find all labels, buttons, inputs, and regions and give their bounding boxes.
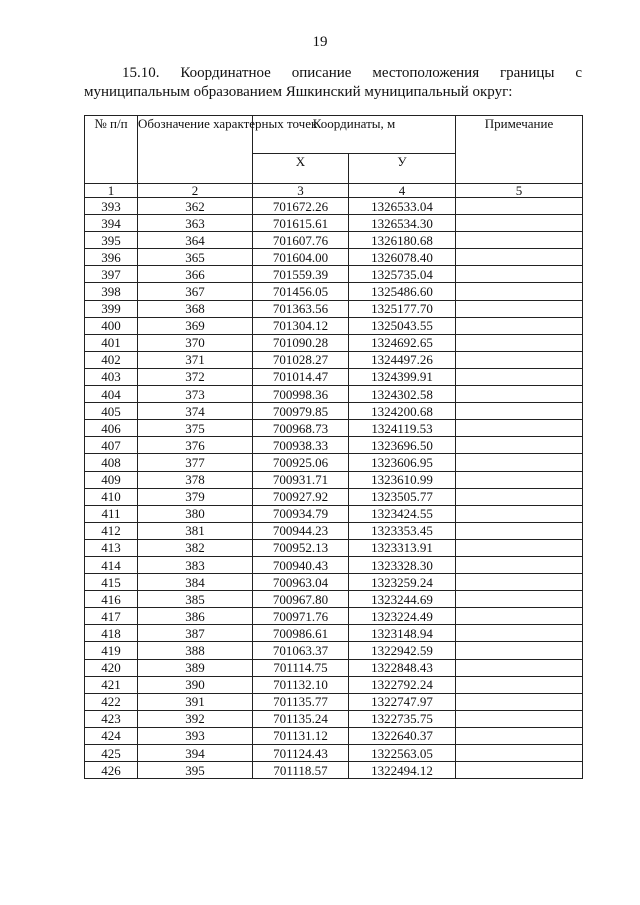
cell-y: 1323259.24 — [349, 574, 456, 591]
cell-num: 398 — [85, 283, 138, 300]
cell-x: 700938.33 — [253, 437, 349, 454]
cell-num: 410 — [85, 488, 138, 505]
cell-note — [456, 642, 583, 659]
cell-num: 393 — [85, 198, 138, 215]
table-row — [85, 351, 583, 368]
cell-x: 700979.85 — [253, 403, 349, 420]
cell-note — [456, 334, 583, 351]
header-x: Х — [253, 154, 349, 184]
cell-x: 701604.00 — [253, 249, 349, 266]
cell-note — [456, 232, 583, 249]
table-row — [85, 608, 583, 625]
cell-num: 421 — [85, 676, 138, 693]
cell-num: 400 — [85, 317, 138, 334]
cell-x: 700940.43 — [253, 556, 349, 573]
cell-x: 700944.23 — [253, 522, 349, 539]
cell-num: 425 — [85, 745, 138, 762]
cell-y: 1322747.97 — [349, 693, 456, 710]
cell-note — [456, 198, 583, 215]
cell-num: 396 — [85, 249, 138, 266]
cell-y: 1324302.58 — [349, 386, 456, 403]
cell-x: 701456.05 — [253, 283, 349, 300]
cell-num: 401 — [85, 334, 138, 351]
cell-designation: 393 — [138, 727, 253, 744]
table-row — [85, 659, 583, 676]
cell-note — [456, 745, 583, 762]
table-row — [85, 300, 583, 317]
cell-note — [456, 437, 583, 454]
cell-num: 407 — [85, 437, 138, 454]
cell-num: 406 — [85, 420, 138, 437]
table-row — [85, 539, 583, 556]
cell-y: 1324497.26 — [349, 351, 456, 368]
cell-designation: 381 — [138, 522, 253, 539]
cell-x: 701090.28 — [253, 334, 349, 351]
cell-num: 395 — [85, 232, 138, 249]
header-designation: Обозначение характерных точек — [138, 116, 253, 184]
cell-designation: 389 — [138, 659, 253, 676]
header-y: У — [349, 154, 456, 184]
cell-y: 1326078.40 — [349, 249, 456, 266]
cell-x: 701559.39 — [253, 266, 349, 283]
cell-x: 700968.73 — [253, 420, 349, 437]
cell-x: 701615.61 — [253, 215, 349, 232]
cell-note — [456, 505, 583, 522]
table-row — [85, 505, 583, 522]
cell-x: 701135.77 — [253, 693, 349, 710]
cell-designation: 378 — [138, 471, 253, 488]
cell-note — [456, 762, 583, 779]
cell-note — [456, 351, 583, 368]
cell-x: 701607.76 — [253, 232, 349, 249]
cell-x: 700925.06 — [253, 454, 349, 471]
cell-y: 1323224.49 — [349, 608, 456, 625]
cell-note — [456, 266, 583, 283]
cell-note — [456, 471, 583, 488]
cell-designation: 390 — [138, 676, 253, 693]
cell-y: 1325486.60 — [349, 283, 456, 300]
cell-note — [456, 556, 583, 573]
section-heading — [84, 64, 582, 102]
cell-num: 397 — [85, 266, 138, 283]
table-row — [85, 317, 583, 334]
cell-x: 700971.76 — [253, 608, 349, 625]
cell-note — [456, 386, 583, 403]
cell-designation: 380 — [138, 505, 253, 522]
cell-y: 1323353.45 — [349, 522, 456, 539]
cell-note — [456, 368, 583, 385]
cell-x: 701014.47 — [253, 368, 349, 385]
table-row — [85, 471, 583, 488]
table-row — [85, 420, 583, 437]
table-row — [85, 386, 583, 403]
cell-num: 403 — [85, 368, 138, 385]
cell-y: 1323696.50 — [349, 437, 456, 454]
table-row — [85, 249, 583, 266]
table-row — [85, 215, 583, 232]
table-body — [85, 198, 583, 779]
cell-note — [456, 574, 583, 591]
cell-designation: 377 — [138, 454, 253, 471]
cell-note — [456, 522, 583, 539]
cell-designation: 366 — [138, 266, 253, 283]
cell-y: 1322848.43 — [349, 659, 456, 676]
cell-note — [456, 283, 583, 300]
cell-y: 1322563.05 — [349, 745, 456, 762]
cell-x: 701304.12 — [253, 317, 349, 334]
cell-x: 701124.43 — [253, 745, 349, 762]
cell-y: 1325043.55 — [349, 317, 456, 334]
cell-designation: 392 — [138, 710, 253, 727]
cell-num: 413 — [85, 539, 138, 556]
cell-y: 1324119.53 — [349, 420, 456, 437]
cell-note — [456, 676, 583, 693]
table-row — [85, 727, 583, 744]
cell-y: 1323148.94 — [349, 625, 456, 642]
header-coordinates: Координаты, м — [253, 116, 456, 154]
column-number: 2 — [138, 184, 253, 198]
cell-y: 1326534.30 — [349, 215, 456, 232]
table-row — [85, 676, 583, 693]
cell-y: 1322735.75 — [349, 710, 456, 727]
cell-num: 414 — [85, 556, 138, 573]
cell-num: 411 — [85, 505, 138, 522]
cell-designation: 371 — [138, 351, 253, 368]
cell-x: 700927.92 — [253, 488, 349, 505]
cell-x: 701135.24 — [253, 710, 349, 727]
cell-designation: 388 — [138, 642, 253, 659]
column-number: 5 — [456, 184, 583, 198]
cell-x: 701063.37 — [253, 642, 349, 659]
cell-num: 408 — [85, 454, 138, 471]
column-number: 1 — [85, 184, 138, 198]
table-row — [85, 283, 583, 300]
table-row — [85, 403, 583, 420]
cell-designation: 383 — [138, 556, 253, 573]
cell-num: 417 — [85, 608, 138, 625]
cell-designation: 364 — [138, 232, 253, 249]
cell-y: 1322640.37 — [349, 727, 456, 744]
cell-num: 404 — [85, 386, 138, 403]
cell-y: 1323328.30 — [349, 556, 456, 573]
cell-designation: 368 — [138, 300, 253, 317]
cell-num: 420 — [85, 659, 138, 676]
table-row — [85, 762, 583, 779]
cell-y: 1323610.99 — [349, 471, 456, 488]
cell-note — [456, 300, 583, 317]
column-number: 4 — [349, 184, 456, 198]
cell-designation: 365 — [138, 249, 253, 266]
cell-note — [456, 693, 583, 710]
cell-num: 426 — [85, 762, 138, 779]
table-row — [85, 710, 583, 727]
cell-note — [456, 710, 583, 727]
cell-designation: 387 — [138, 625, 253, 642]
cell-num: 405 — [85, 403, 138, 420]
cell-designation: 394 — [138, 745, 253, 762]
cell-designation: 395 — [138, 762, 253, 779]
header-num: № п/п — [85, 116, 138, 184]
table-row — [85, 368, 583, 385]
cell-designation: 373 — [138, 386, 253, 403]
cell-designation: 382 — [138, 539, 253, 556]
cell-y: 1324200.68 — [349, 403, 456, 420]
cell-num: 394 — [85, 215, 138, 232]
cell-x: 700931.71 — [253, 471, 349, 488]
table-row — [85, 198, 583, 215]
cell-x: 700998.36 — [253, 386, 349, 403]
cell-num: 418 — [85, 625, 138, 642]
cell-note — [456, 420, 583, 437]
cell-designation: 367 — [138, 283, 253, 300]
cell-y: 1325177.70 — [349, 300, 456, 317]
cell-y: 1323606.95 — [349, 454, 456, 471]
cell-designation: 376 — [138, 437, 253, 454]
coordinates-table — [84, 115, 583, 779]
cell-num: 416 — [85, 591, 138, 608]
cell-x: 701672.26 — [253, 198, 349, 215]
heading-line-1: 15.10. Координатное описание местоположения границы с — [122, 65, 582, 81]
cell-y: 1323313.91 — [349, 539, 456, 556]
table-row — [85, 625, 583, 642]
cell-y: 1323505.77 — [349, 488, 456, 505]
cell-note — [456, 403, 583, 420]
table-row — [85, 745, 583, 762]
cell-x: 701118.57 — [253, 762, 349, 779]
table-row — [85, 266, 583, 283]
cell-note — [456, 539, 583, 556]
cell-y: 1324692.65 — [349, 334, 456, 351]
cell-note — [456, 317, 583, 334]
cell-x: 700963.04 — [253, 574, 349, 591]
table-row — [85, 556, 583, 573]
cell-x: 701132.10 — [253, 676, 349, 693]
cell-num: 424 — [85, 727, 138, 744]
cell-note — [456, 727, 583, 744]
cell-note — [456, 249, 583, 266]
cell-x: 701363.56 — [253, 300, 349, 317]
table-row — [85, 454, 583, 471]
cell-y: 1325735.04 — [349, 266, 456, 283]
cell-designation: 369 — [138, 317, 253, 334]
cell-num: 423 — [85, 710, 138, 727]
table-row — [85, 232, 583, 249]
cell-y: 1323244.69 — [349, 591, 456, 608]
table-row — [85, 591, 583, 608]
cell-x: 700967.80 — [253, 591, 349, 608]
table-row — [85, 488, 583, 505]
table-row — [85, 334, 583, 351]
cell-x: 700934.79 — [253, 505, 349, 522]
cell-note — [456, 659, 583, 676]
cell-note — [456, 608, 583, 625]
cell-designation: 385 — [138, 591, 253, 608]
cell-x: 701028.27 — [253, 351, 349, 368]
cell-designation: 386 — [138, 608, 253, 625]
cell-note — [456, 488, 583, 505]
cell-designation: 363 — [138, 215, 253, 232]
cell-y: 1326533.04 — [349, 198, 456, 215]
column-numbers-row — [85, 184, 583, 198]
table-row — [85, 522, 583, 539]
cell-num: 412 — [85, 522, 138, 539]
cell-x: 701131.12 — [253, 727, 349, 744]
cell-note — [456, 625, 583, 642]
cell-y: 1323424.55 — [349, 505, 456, 522]
header-note: Примечание — [456, 116, 583, 184]
cell-y: 1326180.68 — [349, 232, 456, 249]
page-number: 19 — [312, 34, 328, 50]
cell-num: 399 — [85, 300, 138, 317]
cell-note — [456, 454, 583, 471]
cell-designation: 372 — [138, 368, 253, 385]
cell-num: 415 — [85, 574, 138, 591]
column-number: 3 — [253, 184, 349, 198]
cell-y: 1322494.12 — [349, 762, 456, 779]
cell-note — [456, 591, 583, 608]
cell-y: 1322942.59 — [349, 642, 456, 659]
cell-designation: 391 — [138, 693, 253, 710]
table-row — [85, 437, 583, 454]
table-row — [85, 693, 583, 710]
cell-num: 419 — [85, 642, 138, 659]
cell-designation: 379 — [138, 488, 253, 505]
cell-designation: 375 — [138, 420, 253, 437]
table-row — [85, 642, 583, 659]
cell-num: 422 — [85, 693, 138, 710]
cell-designation: 374 — [138, 403, 253, 420]
cell-x: 701114.75 — [253, 659, 349, 676]
heading-line-2: муниципальным образованием Яшкинский муниципальный округ: — [84, 84, 513, 100]
cell-note — [456, 215, 583, 232]
cell-designation: 362 — [138, 198, 253, 215]
table-row — [85, 574, 583, 591]
cell-num: 409 — [85, 471, 138, 488]
cell-x: 700986.61 — [253, 625, 349, 642]
cell-y: 1324399.91 — [349, 368, 456, 385]
cell-y: 1322792.24 — [349, 676, 456, 693]
cell-num: 402 — [85, 351, 138, 368]
cell-designation: 384 — [138, 574, 253, 591]
cell-x: 700952.13 — [253, 539, 349, 556]
cell-designation: 370 — [138, 334, 253, 351]
